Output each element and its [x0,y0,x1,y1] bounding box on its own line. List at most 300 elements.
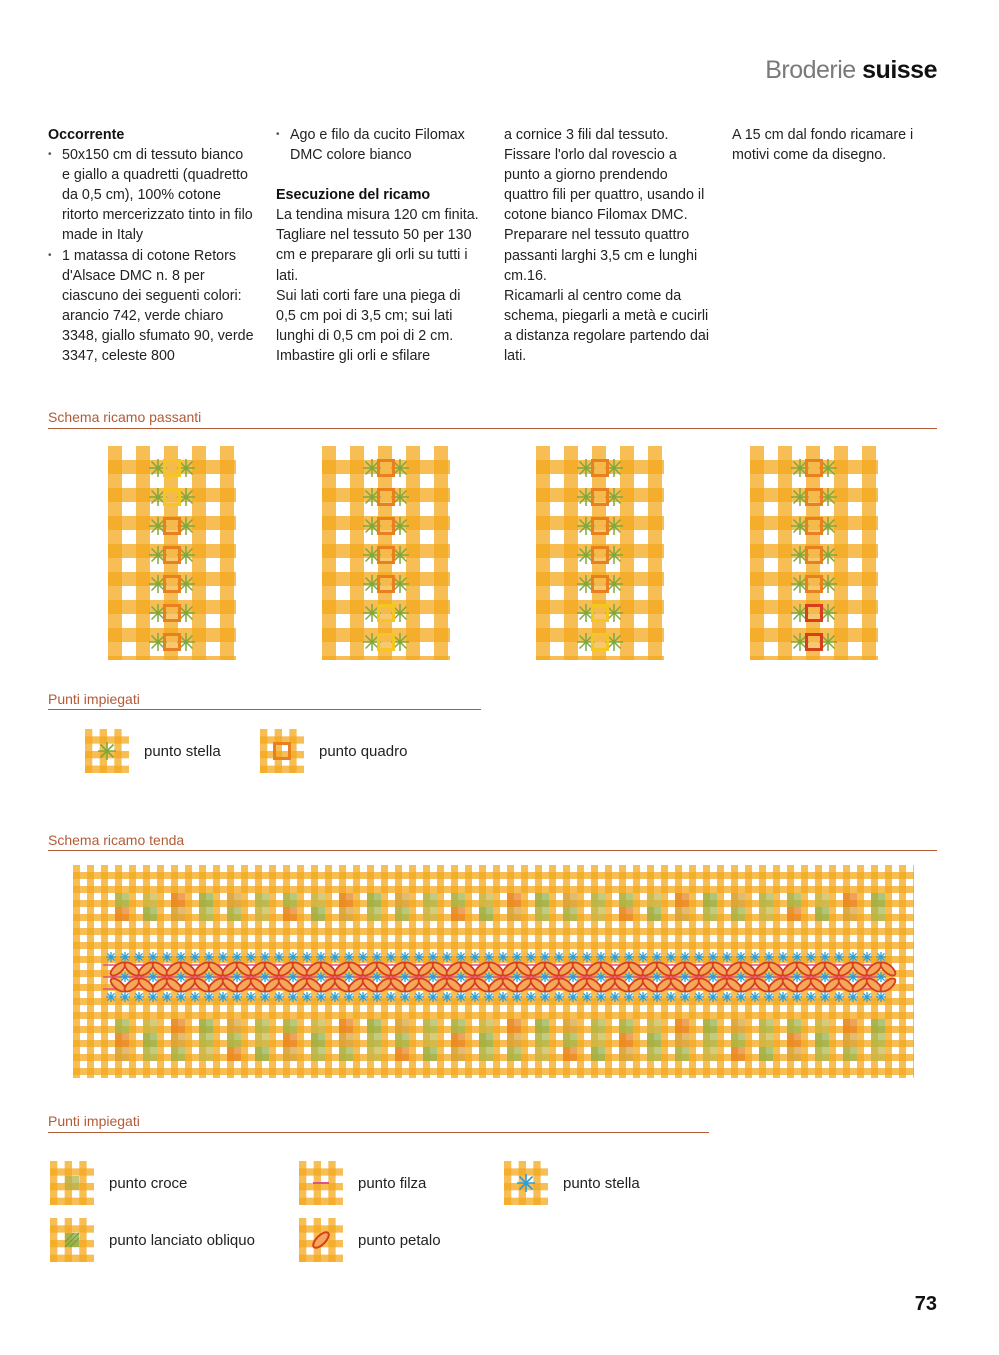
execution-paragraph: La tendina misura 120 cm finita. Tagliare nel tessuto 50 per 130 cm e preparare gli orli su tutti i lati. [276,207,479,284]
cross-stitch [619,1033,633,1047]
cross-stitch [423,1047,437,1061]
materials-item: • 1 matassa di cotone Retors d'Alsace DMC n. 8 per ciascuno dei seguenti colori: arancio 742, verde chiaro 3348, giallo sfumato 90, verde 3347, celeste 800 [48,246,254,367]
star-stitch-blue [428,952,438,962]
section-title-punti-1: Punti impiegati [48,691,140,707]
cross-stitch [731,893,745,907]
star-stitch-blue [750,992,760,1002]
cross-stitch [143,1047,157,1061]
cross-stitch [507,1047,521,1061]
square-stitch [379,490,394,505]
cross-stitch [143,907,157,921]
cross-stitch [199,1047,213,1061]
star-stitch-blue [554,992,564,1002]
cross-stitch [619,1047,633,1061]
materials-title: Occorrente [48,127,125,143]
cross-stitch [367,1047,381,1061]
cross-stitch [451,1033,465,1047]
square-stitch-icon [260,729,304,773]
cross-stitch [451,1047,465,1061]
section-rule [48,709,481,710]
cross-stitch [283,1047,297,1061]
star-stitch-blue [736,972,746,982]
star-stitch-blue [414,992,424,1002]
cross-stitch [255,1033,269,1047]
star-stitch-blue [624,992,634,1002]
cross-stitch [227,1033,241,1047]
cross-stitch [451,893,465,907]
cross-stitch [731,1047,745,1061]
page-number: 73 [914,1293,937,1315]
stitch-swatch-croce [50,1161,94,1205]
star-stitch-blue [232,972,242,982]
cross-stitch [759,907,773,921]
square-stitch [593,577,608,592]
square-stitch [379,519,394,534]
section-rule [48,428,937,429]
cross-stitch [283,1033,297,1047]
star-stitch-blue [274,952,284,962]
star-stitch-blue [722,952,732,962]
square-stitch [379,548,394,563]
cross-stitch [591,1047,605,1061]
cross-stitch [423,893,437,907]
cross-stitch [423,1019,437,1033]
cross-stitch [787,907,801,921]
star-stitch-blue [708,952,718,962]
passante-stitches [108,446,236,660]
star-stitch-blue [680,972,690,982]
passante-chart [108,446,236,660]
star-stitch-blue [330,952,340,962]
cross-stitch [311,1047,325,1061]
star-stitch-blue [582,992,592,1002]
cross-stitch [507,1019,521,1033]
square-stitch [807,635,822,650]
star-stitch-blue [414,952,424,962]
text-column-1 [48,125,254,366]
star-stitch-blue [288,972,298,982]
cross-stitch [647,1033,661,1047]
cross-stitch [199,1019,213,1033]
star-stitch-blue [470,992,480,1002]
cross-stitch [535,907,549,921]
star-stitch-blue [624,952,634,962]
star-stitch-blue [176,952,186,962]
materials-item: • 50x150 cm di tessuto bianco e giallo a quadretti (quadretto da 0,5 cm), 100% cotone ritorto mercerizzato tinto in filo made in Italy [48,145,254,245]
cross-stitch [703,907,717,921]
cross-stitch [535,1019,549,1033]
cross-stitch [479,907,493,921]
cross-stitch [647,893,661,907]
cross-stitch [395,1033,409,1047]
section-title-punti-2: Punti impiegati [48,1113,140,1129]
star-stitch-blue [148,992,158,1002]
star-stitch-blue [316,972,326,982]
star-stitch-blue [862,952,872,962]
star-stitch-blue [568,952,578,962]
legend-label: punto stella [563,1174,640,1192]
curtain-chart [73,865,914,1078]
star-stitch-blue [456,952,466,962]
cross-stitch [619,893,633,907]
square-stitch [807,490,822,505]
cross-stitch [199,1033,213,1047]
cross-stitch [395,893,409,907]
legend-label: punto stella [144,742,221,760]
star-stitch-blue [806,992,816,1002]
cross-stitch [703,1019,717,1033]
cross-stitch [311,1033,325,1047]
star-stitch-blue [344,952,354,962]
cross-stitch [675,907,689,921]
star-stitch-blue [540,952,550,962]
star-stitch-blue [106,992,116,1002]
square-stitch [807,577,822,592]
cross-stitch [311,1019,325,1033]
star-stitch-blue [876,972,886,982]
cross-stitch [647,1019,661,1033]
star-stitch-blue [764,972,774,982]
star-stitch-blue [218,952,228,962]
cross-stitch [311,907,325,921]
cross-stitch [563,1047,577,1061]
legend-label: punto croce [109,1174,188,1192]
square-stitch [165,548,180,563]
legend-punto-lanciato [50,1218,255,1262]
star-stitch-blue [456,972,466,982]
cross-stitch [787,893,801,907]
star-stitch-blue [134,952,144,962]
passante-chart [322,446,450,660]
cross-stitch [283,893,297,907]
cross-stitch [703,1033,717,1047]
star-stitch-blue [820,952,830,962]
cross-stitch [171,1033,185,1047]
legend-label: punto petalo [358,1231,441,1249]
stitch-swatch-quadro [260,729,304,773]
cross-stitch [731,1019,745,1033]
cross-stitch [703,893,717,907]
cross-stitch [591,1019,605,1033]
square-stitch [379,606,394,621]
cross-stitch [563,893,577,907]
star-stitch-blue [316,992,326,1002]
text-column-2 [276,125,482,366]
star-stitch-blue [498,992,508,1002]
execution-paragraph: Ricamarli al centro come da schema, piegarli a metà e cucirli a distanza regolare partendo dai lati. [504,287,710,365]
star-stitch-blue [470,952,480,962]
star-stitch-blue [680,992,690,1002]
star-stitch-blue [204,952,214,962]
cross-stitch [563,907,577,921]
cross-stitch [759,1019,773,1033]
cross-stitch [815,1047,829,1061]
star-stitch-blue [652,992,662,1002]
cross-stitch [759,893,773,907]
star-stitch-blue [596,972,606,982]
cross-stitch [871,907,885,921]
star-stitch-blue [708,992,718,1002]
cross-stitch [367,907,381,921]
square-stitch [165,635,180,650]
square-stitch [165,490,180,505]
cross-stitch [507,907,521,921]
cross-stitch [339,1019,353,1033]
star-stitch-blue [344,972,354,982]
legend-punto-croce [50,1161,187,1205]
star-stitch-blue [120,952,130,962]
star-stitch-blue [848,992,858,1002]
cross-stitch [871,1033,885,1047]
star-stitch-blue [638,992,648,1002]
cross-stitch [143,893,157,907]
legend-punto-filza [299,1161,426,1205]
cross-stitch [787,1019,801,1033]
star-stitch-blue [260,952,270,962]
star-stitch-blue [148,972,158,982]
legend-label: punto filza [358,1174,427,1192]
cross-stitch [451,1019,465,1033]
header-light: Broderie [765,56,856,84]
star-stitch-blue [554,952,564,962]
star-stitch-blue [302,952,312,962]
cross-stitch-icon [50,1161,94,1205]
star-stitch-blue [162,992,172,1002]
cross-stitch [815,1033,829,1047]
cross-stitch [115,1033,129,1047]
star-stitch-blue [204,992,214,1002]
section-rule [48,850,937,851]
cross-stitch [339,907,353,921]
cross-stitch [647,907,661,921]
star-stitch-blue [512,992,522,1002]
star-stitch-blue [834,952,844,962]
star-stitch-blue [372,952,382,962]
star-stitch-blue [526,952,536,962]
cross-stitch [311,893,325,907]
cross-stitch [255,907,269,921]
star-stitch-blue [134,992,144,1002]
cross-stitch [535,1033,549,1047]
cross-stitch [843,1019,857,1033]
cross-stitch [171,907,185,921]
cross-stitch [171,893,185,907]
cross-stitch [255,893,269,907]
star-stitch-blue [666,992,676,1002]
star-stitch-blue [232,992,242,1002]
star-stitch-blue [764,992,774,1002]
cross-stitch [787,1033,801,1047]
petal-stitch-icon [299,1218,343,1262]
header-strong: suisse [862,56,937,84]
section-title-passanti: Schema ricamo passanti [48,409,202,425]
legend-punto-petalo [299,1218,441,1262]
cross-stitch [115,1019,129,1033]
cross-stitch [451,907,465,921]
cross-stitch [619,907,633,921]
star-stitch-blue [428,972,438,982]
legend-label: punto lanciato obliquo [109,1231,255,1249]
star-stitch-blue [610,952,620,962]
passante-stitches [750,446,878,660]
star-stitch-blue [260,972,270,982]
cross-stitch [591,1033,605,1047]
star-stitch-blue [568,992,578,1002]
cross-stitch [535,1047,549,1061]
star-stitch-blue [246,952,256,962]
passante-chart [750,446,878,660]
star-stitch-blue [106,952,116,962]
star-stitch-blue [582,952,592,962]
star-stitch-blue [400,952,410,962]
square-stitch [807,606,822,621]
cross-stitch [255,1019,269,1033]
cross-stitch [115,1047,129,1061]
star-stitch-blue [386,992,396,1002]
cross-stitch [815,893,829,907]
star-stitch-blue [456,992,466,1002]
cross-stitch [255,1047,269,1061]
star-stitch-blue [442,952,452,962]
cross-stitch [115,893,129,907]
star-stitch-blue [274,992,284,1002]
star-stitch-blue [624,972,634,982]
star-stitch-blue [316,952,326,962]
cross-stitch [283,1019,297,1033]
passante-chart [536,446,664,660]
star-stitch-blue [288,952,298,962]
star-stitch-blue [190,992,200,1002]
square-stitch [165,577,180,592]
cross-stitch [871,1047,885,1061]
oblique-stitch-icon [50,1218,94,1262]
square-stitch [807,519,822,534]
square-stitch [165,461,180,476]
star-stitch-blue [358,992,368,1002]
star-stitch-blue [540,992,550,1002]
star-stitch-blue [834,992,844,1002]
legend-label: punto quadro [319,742,408,760]
star-stitch-blue [610,992,620,1002]
star-stitch-blue [792,992,802,1002]
stitch-swatch-filza [299,1161,343,1205]
star-stitch-blue [764,952,774,962]
star-stitch-blue [596,952,606,962]
cross-stitch [563,1019,577,1033]
star-stitch-blue [204,972,214,982]
legend-punto-stella [85,729,221,773]
star-stitch-blue [862,992,872,1002]
cross-stitch [395,1047,409,1061]
cross-stitch [871,1019,885,1033]
materials-list [48,145,254,366]
cross-stitch [227,1019,241,1033]
cross-stitch [815,907,829,921]
stitch-swatch-petalo [299,1218,343,1262]
star-stitch-blue [176,992,186,1002]
square-stitch [379,635,394,650]
star-stitch-blue [540,972,550,982]
cross-stitch [787,1047,801,1061]
text-column-3 [504,125,710,366]
square-stitch [593,519,608,534]
star-stitch-blue [848,952,858,962]
cross-stitch [395,907,409,921]
cross-stitch [479,1047,493,1061]
star-stitch-blue [876,952,886,962]
star-stitch-blue [736,992,746,1002]
star-stitch-icon [85,729,129,773]
page-header [765,56,937,85]
star-stitch-blue [246,992,256,1002]
cross-stitch [507,893,521,907]
materials-item: • Ago e filo da cucito Filomax DMC colore bianco [276,125,482,165]
star-stitch-blue [526,992,536,1002]
cross-stitch [339,1033,353,1047]
star-stitch-blue [358,952,368,962]
square-stitch [165,606,180,621]
star-stitch-blue [260,992,270,1002]
cross-stitch [675,1047,689,1061]
cross-stitch [647,1047,661,1061]
star-stitch-blue [512,952,522,962]
star-stitch-blue [652,952,662,962]
materials-list-cont [276,125,482,165]
cross-stitch [227,907,241,921]
cross-stitch [843,893,857,907]
star-stitch-blue [176,972,186,982]
star-stitch-blue [190,952,200,962]
star-stitch-blue [568,972,578,982]
star-stitch-blue [302,992,312,1002]
star-stitch-blue [162,952,172,962]
cross-stitch [227,1047,241,1061]
square-stitch [165,519,180,534]
cross-stitch [171,1019,185,1033]
cross-stitch [171,1047,185,1061]
cross-stitch [199,893,213,907]
star-stitch-blue [694,952,704,962]
star-stitch-blue [218,992,228,1002]
execution-paragraph: Sui lati corti fare una piega di 0,5 cm poi di 3,5 cm; sui lati lunghi di 0,5 cm poi di 2 cm. Imbastire gli orli e sfilare [276,287,461,364]
star-stitch-blue [442,992,452,1002]
square-stitch [593,606,608,621]
star-stitch-blue [372,992,382,1002]
star-stitch-blue [806,952,816,962]
cross-stitch [843,1047,857,1061]
star-stitch-blue [428,992,438,1002]
star-stitch-blue [400,972,410,982]
star-stitch-blue [820,972,830,982]
cross-stitch [731,907,745,921]
star-stitch-blue [708,972,718,982]
star-stitch-blue [792,952,802,962]
cross-stitch [479,1033,493,1047]
star-stitch-blue [148,952,158,962]
cross-stitch [283,907,297,921]
star-stitch-blue [498,952,508,962]
stitch-swatch-stella [85,729,129,773]
running-stitch-icon [299,1161,343,1205]
star-stitch-blue [512,972,522,982]
stitch-swatch-stella-blue [504,1161,548,1205]
cross-stitch [367,1019,381,1033]
star-stitch-blue [848,972,858,982]
execution-title: Esecuzione del ricamo [276,187,431,204]
square-stitch [379,461,394,476]
cross-stitch [843,907,857,921]
square-stitch [593,548,608,563]
